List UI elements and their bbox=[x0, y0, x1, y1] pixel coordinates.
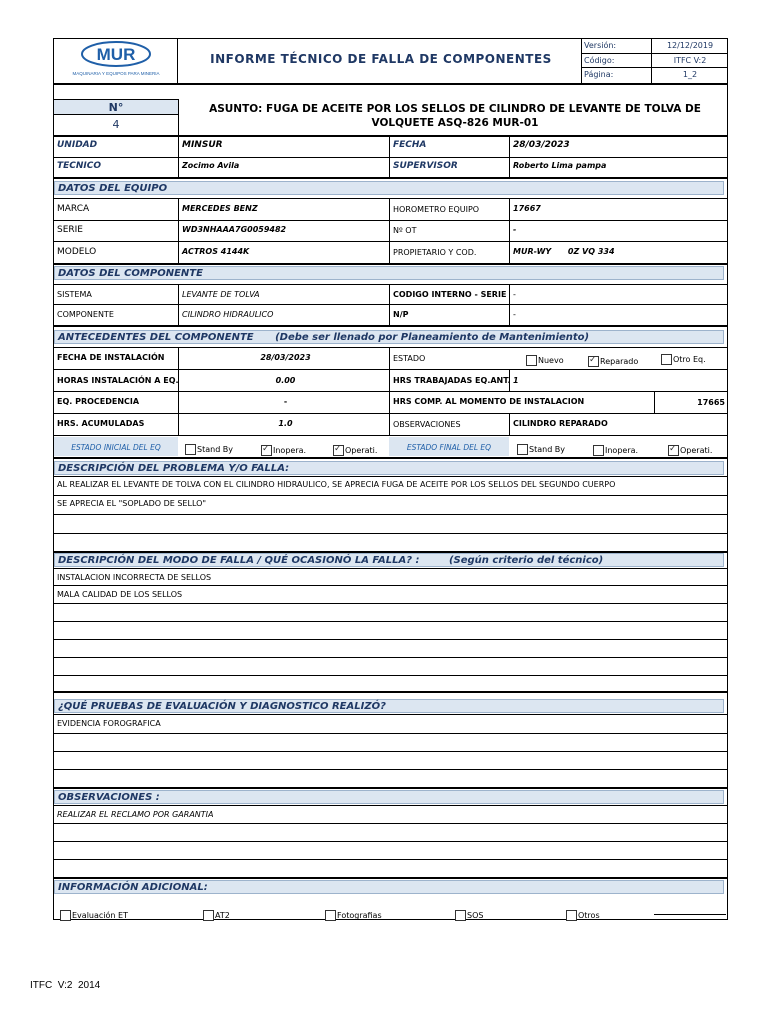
tests-section-title: ¿QUÉ PRUEBAS DE EVALUACIÓN Y DIAGNOSTICO REALIZÓ? bbox=[54, 699, 724, 713]
checkbox-checked-icon[interactable] bbox=[588, 356, 599, 367]
install-date-label: FECHA DE INSTALACIÓN bbox=[57, 353, 165, 362]
failure-section-note: (Según criterio del técnico) bbox=[448, 555, 604, 566]
problem-section-title: DESCRIPCIÓN DEL PROBLEMA Y/O FALLA: bbox=[54, 461, 724, 475]
checkbox-checked-icon[interactable] bbox=[261, 445, 272, 456]
checkbox-icon[interactable] bbox=[455, 910, 466, 921]
problem-line-1: AL REALIZAR EL LEVANTE DE TOLVA CON EL CILINDRO HIDRAULICO, SE APRECIA FUGA DE ACEITE POR LOS SELLOS DEL SEGUNDO CUERPO bbox=[57, 480, 616, 489]
obs-value: CILINDRO REPARADO bbox=[513, 419, 608, 428]
background-section-note: (Debe ser llenado por Planeamiento de Mantenimiento) bbox=[275, 332, 590, 343]
failure-section-title bbox=[54, 553, 724, 567]
additional-section-title: INFORMACIÓN ADICIONAL: bbox=[54, 880, 724, 894]
tests-line-1: EVIDENCIA FOROGRAFICA bbox=[57, 719, 161, 728]
comp-hours-label: HRS COMP. AL MOMENTO DE INSTALACION bbox=[393, 397, 585, 406]
page-label: Página: bbox=[582, 68, 652, 83]
brand-logo bbox=[54, 39, 178, 83]
install-hours-label: HORAS INSTALACIÓN A EQ. bbox=[57, 376, 179, 385]
background-section-title bbox=[54, 330, 724, 344]
state-option-new[interactable]: Nuevo bbox=[526, 350, 564, 369]
version-label: Versión: bbox=[582, 39, 652, 54]
final-state-label: ESTADO FINAL DEL EQ bbox=[406, 443, 492, 452]
checkbox-icon[interactable] bbox=[661, 354, 672, 365]
state-option-repaired[interactable]: ✓ Reparado bbox=[588, 351, 638, 370]
origin-value: - bbox=[283, 397, 288, 406]
model-value: ACTROS 4144K bbox=[182, 247, 250, 256]
owner-value: MUR-WY 0Z VQ 334 bbox=[513, 247, 615, 256]
final-standby[interactable]: Stand By bbox=[517, 439, 565, 458]
model-label: MODELO bbox=[57, 247, 97, 257]
footer-code: ITFC V:2 2014 bbox=[30, 980, 101, 991]
report-title: INFORME TÉCNICO DE FALLA DE COMPONENTES bbox=[210, 52, 552, 66]
checkbox-icon[interactable] bbox=[325, 910, 336, 921]
accum-label: HRS. ACUMULADAS bbox=[57, 419, 145, 428]
page-value: 1_2 bbox=[682, 70, 698, 79]
initial-standby[interactable]: Stand By bbox=[185, 439, 233, 458]
component-label: COMPONENTE bbox=[57, 310, 114, 319]
initial-state-label: ESTADO INICIAL DEL EQ bbox=[71, 443, 161, 452]
np-value: - bbox=[513, 310, 516, 319]
comp-hours-value: 17665 bbox=[697, 398, 725, 407]
additional-sos[interactable]: SOS bbox=[455, 905, 483, 924]
unit-value: MINSUR bbox=[182, 140, 223, 150]
initial-operative[interactable]: ✓ Operati. bbox=[333, 440, 377, 459]
date-label: FECHA bbox=[393, 140, 427, 150]
internal-code-label: CODIGO INTERNO - SERIE bbox=[393, 290, 507, 299]
additional-evaluation[interactable]: Evaluación ET bbox=[60, 905, 128, 924]
checkbox-icon[interactable] bbox=[203, 910, 214, 921]
failure-section-label: DESCRIPCIÓN DEL MODO DE FALLA / QUÉ OCASIONÓ LA FALLA? : bbox=[58, 555, 420, 566]
ot-label: Nº OT bbox=[393, 226, 417, 235]
report-subject: ASUNTO: FUGA DE ACEITE POR LOS SELLOS DE CILINDRO DE LEVANTE DE TOLVA DE VOLQUETE ASQ-826 MUR-01 bbox=[209, 103, 701, 129]
others-underline bbox=[654, 914, 726, 915]
problem-line-2: SE APRECIA EL "SOPLADO DE SELLO" bbox=[57, 499, 207, 508]
observations-section-title: OBSERVACIONES : bbox=[54, 790, 724, 804]
final-operative[interactable]: ✓ Operati. bbox=[668, 440, 712, 459]
additional-others[interactable]: Otros bbox=[566, 905, 600, 924]
hourmeter-label: HOROMETRO EQUIPO bbox=[393, 205, 480, 214]
additional-at2[interactable]: AT2 bbox=[203, 905, 230, 924]
failure-line-1: INSTALACION INCORRECTA DE SELLOS bbox=[57, 573, 212, 582]
state-option-other[interactable]: Otro Eq. bbox=[661, 349, 706, 368]
checkbox-icon[interactable] bbox=[60, 910, 71, 921]
code-label: Código: bbox=[582, 54, 652, 68]
component-value: CILINDRO HIDRAULICO bbox=[182, 310, 274, 319]
number-label: N° bbox=[54, 99, 178, 115]
accum-value: 1.0 bbox=[278, 419, 293, 428]
serial-label: SERIE bbox=[57, 225, 83, 235]
number-value: 4 bbox=[112, 118, 120, 131]
supervisor-value: Roberto Lima pampa bbox=[513, 161, 607, 170]
supervisor-label: SUPERVISOR bbox=[393, 161, 458, 171]
equipment-section-title: DATOS DEL EQUIPO bbox=[54, 181, 724, 195]
checkbox-icon[interactable] bbox=[517, 444, 528, 455]
ot-value: - bbox=[513, 225, 517, 234]
observations-line-1: REALIZAR EL RECLAMO POR GARANTIA bbox=[57, 810, 214, 819]
install-date-value: 28/03/2023 bbox=[260, 353, 311, 362]
origin-label: EQ. PROCEDENCIA bbox=[57, 397, 140, 406]
state-label: ESTADO bbox=[393, 354, 426, 363]
mur-logo-icon bbox=[54, 39, 178, 83]
svg-text:MUR: MUR bbox=[96, 45, 136, 64]
checkbox-checked-icon[interactable] bbox=[668, 445, 679, 456]
checkbox-icon[interactable] bbox=[185, 444, 196, 455]
checkbox-icon[interactable] bbox=[566, 910, 577, 921]
code-value: ITFC V:2 bbox=[652, 54, 728, 68]
svg-text:MAQUINARIA Y EQUIPOS PARA MINE: MAQUINARIA Y EQUIPOS PARA MINERIA bbox=[72, 71, 160, 76]
serial-value: WD3NHAAA7G0059482 bbox=[182, 225, 287, 234]
prev-hours-label: HRS TRABAJADAS EQ.ANT. bbox=[393, 376, 511, 385]
tech-label: TECNICO bbox=[57, 161, 102, 171]
version-value: 12/12/2019 bbox=[652, 39, 728, 54]
component-section-title: DATOS DEL COMPONENTE bbox=[54, 266, 724, 280]
system-value: LEVANTE DE TOLVA bbox=[182, 290, 260, 299]
install-hours-value: 0.00 bbox=[275, 376, 296, 385]
internal-code-value: - bbox=[513, 290, 516, 299]
brand-value: MERCEDES BENZ bbox=[182, 204, 258, 213]
failure-line-2: MALA CALIDAD DE LOS SELLOS bbox=[57, 590, 183, 599]
initial-inoperative[interactable]: ✓ Inopera. bbox=[261, 440, 306, 459]
tech-value: Zocimo Avila bbox=[182, 161, 240, 170]
checkbox-icon[interactable] bbox=[526, 355, 537, 366]
doc-meta bbox=[581, 39, 727, 83]
checkbox-checked-icon[interactable] bbox=[333, 445, 344, 456]
owner-label: PROPIETARIO Y COD. bbox=[393, 248, 477, 257]
hourmeter-value: 17667 bbox=[513, 204, 541, 213]
divider bbox=[178, 99, 179, 136]
unit-label: UNIDAD bbox=[57, 140, 98, 150]
prev-hours-value: 1 bbox=[513, 376, 519, 385]
final-inoperative[interactable]: Inopera. bbox=[593, 440, 638, 459]
system-label: SISTEMA bbox=[57, 290, 92, 299]
background-section-label: ANTECEDENTES DEL COMPONENTE bbox=[58, 332, 254, 343]
additional-photos[interactable]: Fotografias bbox=[325, 905, 382, 924]
obs-label: OBSERVACIONES bbox=[393, 420, 461, 429]
date-value: 28/03/2023 bbox=[513, 140, 570, 150]
brand-label: MARCA bbox=[57, 204, 90, 214]
checkbox-icon[interactable] bbox=[593, 445, 604, 456]
np-label: N/P bbox=[393, 310, 409, 319]
